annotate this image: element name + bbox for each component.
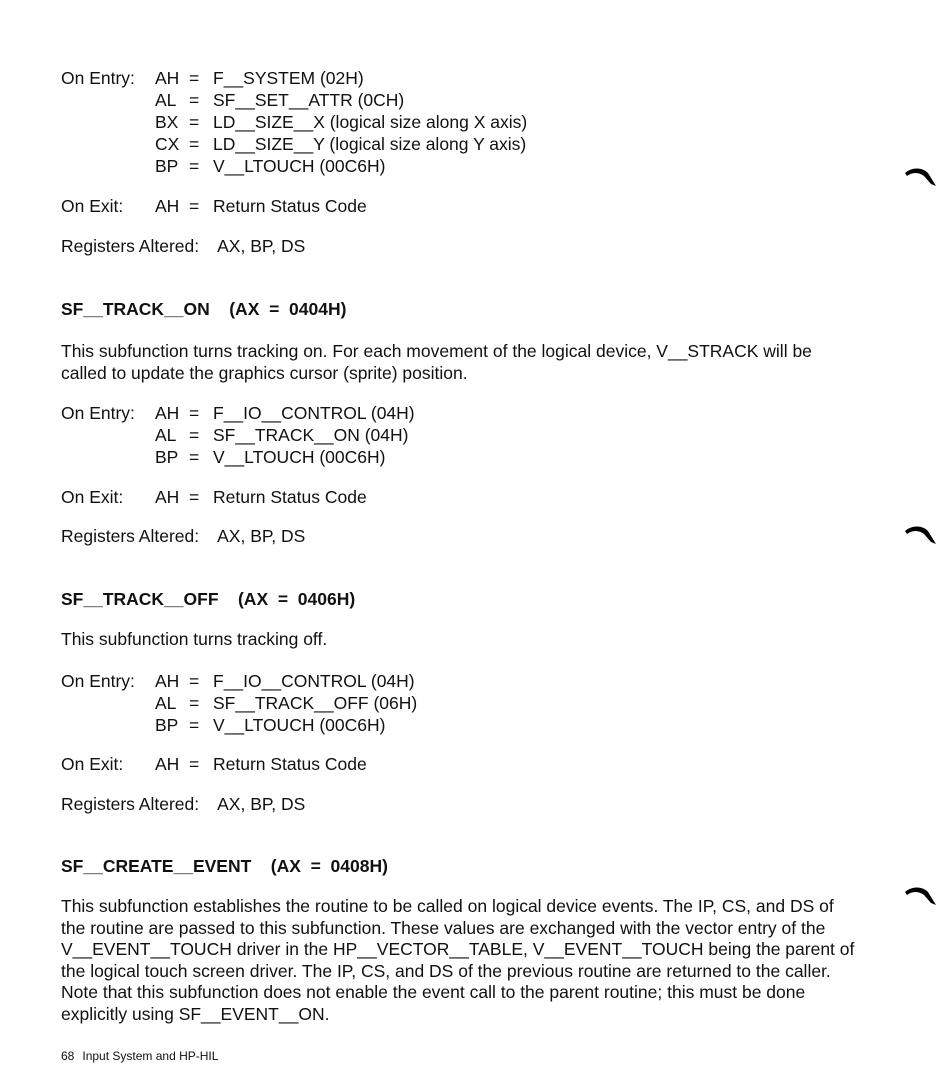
track-on-entry-block — [61, 402, 415, 468]
register-name: AH — [155, 754, 180, 774]
on-entry-label: On Entry: — [61, 671, 135, 691]
footer-title: Input System and HP-HIL — [82, 1049, 219, 1063]
register-value: V__LTOUCH (00C6H) — [213, 156, 386, 176]
register-name: BP — [155, 447, 179, 467]
track-off-description: This subfunction turns tracking off. — [61, 629, 328, 649]
registers-altered-label: Registers Altered: — [61, 236, 200, 256]
track-off-entry-block — [61, 670, 417, 736]
attr-registers-altered — [61, 236, 305, 257]
register-value: SF__TRACK__OFF (06H) — [213, 693, 418, 713]
equals-sign: = — [189, 134, 200, 154]
track-on-registers-altered — [61, 526, 305, 547]
equals-sign: = — [189, 112, 200, 132]
equals-sign: = — [189, 447, 200, 467]
register-name: AH — [155, 68, 180, 88]
register-value: SF__SET__ATTR (0CH) — [213, 90, 405, 110]
create-event-heading: SF__CREATE__EVENT (AX = 0408H) — [61, 856, 388, 876]
track-off-exit-block — [61, 753, 367, 775]
margin-mark-icon — [904, 883, 938, 907]
register-name: AH — [155, 671, 180, 691]
register-value: V__LTOUCH (00C6H) — [213, 447, 386, 467]
equals-sign: = — [189, 693, 200, 713]
equals-sign: = — [189, 487, 200, 507]
equals-sign: = — [189, 403, 200, 423]
margin-mark-icon — [904, 164, 938, 188]
register-name: AH — [155, 196, 180, 216]
track-on-exit-block — [61, 486, 367, 508]
registers-altered-value: AX, BP, DS — [217, 526, 306, 546]
track-off-registers-altered — [61, 794, 305, 815]
register-value: F__SYSTEM (02H) — [213, 68, 364, 88]
register-name: AL — [155, 90, 177, 110]
registers-altered-label: Registers Altered: — [61, 794, 200, 814]
register-value: Return Status Code — [213, 754, 367, 774]
create-event-description: This subfunction establishes the routine to be called on logical device events. The IP, CS, and DS of the routine are passed to this subfunction. These values are exchanged with the vector entry of the V__EVENT__TOUCH driver in the HP__VECTOR__TABLE, V__EVENT__TOUCH being the parent of the logical touch screen driver. The IP, CS, and DS of the previous routine are returned to the caller. Note that this subfunction does not enable the event call to the parent routine; this must be done explicitly using SF__EVENT__ON. — [61, 896, 855, 1024]
register-value: LD__SIZE__Y (logical size along Y axis) — [213, 134, 527, 154]
equals-sign: = — [189, 90, 200, 110]
registers-altered-value: AX, BP, DS — [217, 794, 306, 814]
register-name: CX — [155, 134, 180, 154]
on-exit-label: On Exit: — [61, 487, 124, 507]
on-exit-label: On Exit: — [61, 754, 124, 774]
register-name: AH — [155, 403, 180, 423]
page-footer — [61, 1049, 218, 1063]
register-value: SF__TRACK__ON (04H) — [213, 425, 409, 445]
track-on-description: This subfunction turns tracking on. For each movement of the logical device, V__STRACK will be called to update the graphics cursor (sprite) position. — [61, 341, 812, 383]
register-value: LD__SIZE__X (logical size along X axis) — [213, 112, 528, 132]
track-on-heading: SF__TRACK__ON (AX = 0404H) — [61, 299, 347, 319]
equals-sign: = — [189, 754, 200, 774]
register-name: AH — [155, 487, 180, 507]
register-value: V__LTOUCH (00C6H) — [213, 715, 386, 735]
equals-sign: = — [189, 156, 200, 176]
equals-sign: = — [189, 715, 200, 735]
register-name: AL — [155, 425, 177, 445]
register-value: F__IO__CONTROL (04H) — [213, 671, 415, 691]
register-value: Return Status Code — [213, 196, 367, 216]
equals-sign: = — [189, 425, 200, 445]
attr-exit-block — [61, 195, 367, 217]
attr-entry-table — [61, 67, 527, 177]
registers-altered-label: Registers Altered: — [61, 526, 200, 546]
on-entry-label: On Entry: — [61, 68, 135, 88]
equals-sign: = — [189, 196, 200, 216]
on-entry-label: On Entry: — [61, 403, 135, 423]
track-off-heading: SF__TRACK__OFF (AX = 0406H) — [61, 589, 356, 609]
register-name: BP — [155, 156, 179, 176]
register-value: Return Status Code — [213, 487, 367, 507]
register-value: F__IO__CONTROL (04H) — [213, 403, 415, 423]
page-number: 68 — [61, 1049, 75, 1063]
register-name: AL — [155, 693, 177, 713]
equals-sign: = — [189, 671, 200, 691]
on-exit-label: On Exit: — [61, 196, 124, 216]
attr-entry-block — [61, 67, 527, 177]
equals-sign: = — [189, 68, 200, 88]
register-name: BP — [155, 715, 179, 735]
register-name: BX — [155, 112, 179, 132]
registers-altered-value: AX, BP, DS — [217, 236, 306, 256]
margin-mark-icon — [904, 522, 938, 546]
